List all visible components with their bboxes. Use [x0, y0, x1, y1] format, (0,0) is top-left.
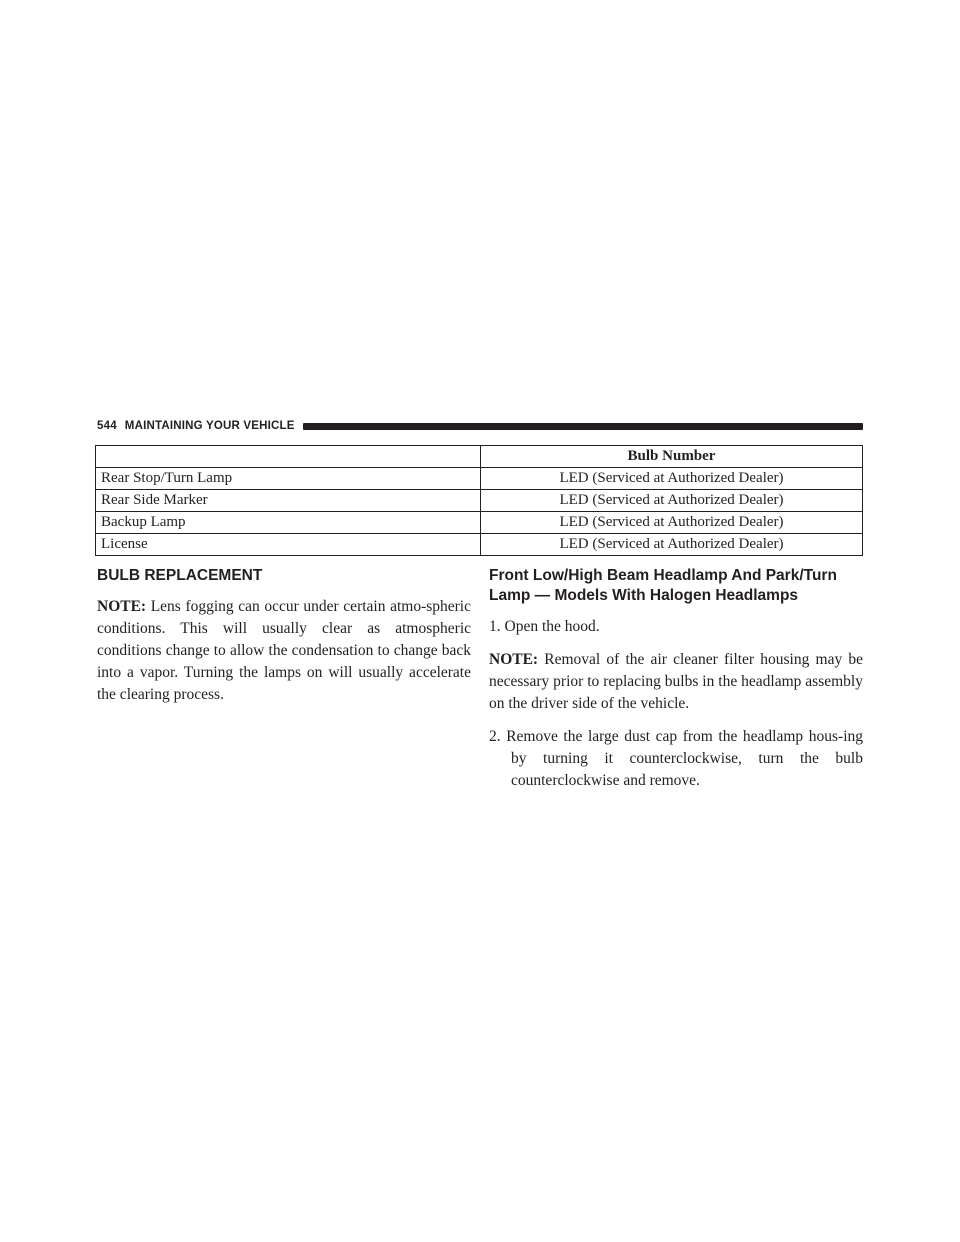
table-header-row [96, 446, 863, 468]
page-header [97, 419, 863, 433]
table-cell-name: Rear Stop/Turn Lamp [96, 468, 481, 490]
air-cleaner-note [489, 649, 863, 715]
table-header-empty [96, 446, 481, 468]
table-cell-value: LED (Serviced at Authorized Dealer) [481, 534, 863, 556]
table-row [96, 490, 863, 512]
table-cell-name: Rear Side Marker [96, 490, 481, 512]
left-column [97, 566, 471, 706]
step-1: 1. Open the hood. [489, 618, 600, 635]
section-title: MAINTAINING YOUR VEHICLE [124, 420, 295, 432]
note-label: NOTE: [97, 598, 147, 615]
step-2: 2. Remove the large dust cap from the headlamp hous-ing by turning it counterclockwise, turn the bulb counterclockwise and remove. [489, 728, 863, 789]
lens-fogging-note [97, 596, 471, 706]
table-cell-value: LED (Serviced at Authorized Dealer) [481, 512, 863, 534]
note-text: Lens fogging can occur under certain atmo-spheric conditions. This will usually clear as atmospheric conditions change to allow the condensation to change back into a vapor. Turning the lamps on will usually accelerate the clearing process. [97, 598, 471, 703]
table-cell-name: Backup Lamp [96, 512, 481, 534]
header-rule [303, 423, 863, 430]
table-column-header: Bulb Number [481, 446, 863, 468]
bulb-table [95, 445, 863, 556]
table-row [96, 512, 863, 534]
note-text: Removal of the air cleaner filter housing may be necessary prior to replacing bulbs in the headlamp assembly on the driver side of the vehicle. [489, 651, 863, 712]
page-number: 544 [97, 420, 117, 432]
table-cell-value: LED (Serviced at Authorized Dealer) [481, 468, 863, 490]
headlamp-heading: Front Low/High Beam Headlamp And Park/Turn Lamp — Models With Halogen Headlamps [489, 567, 837, 604]
note-label: NOTE: [489, 651, 539, 668]
bulb-replacement-heading: BULB REPLACEMENT [97, 567, 263, 584]
table-row [96, 534, 863, 556]
table-row [96, 468, 863, 490]
table-cell-value: LED (Serviced at Authorized Dealer) [481, 490, 863, 512]
table-cell-name: License [96, 534, 481, 556]
right-column [489, 566, 863, 792]
